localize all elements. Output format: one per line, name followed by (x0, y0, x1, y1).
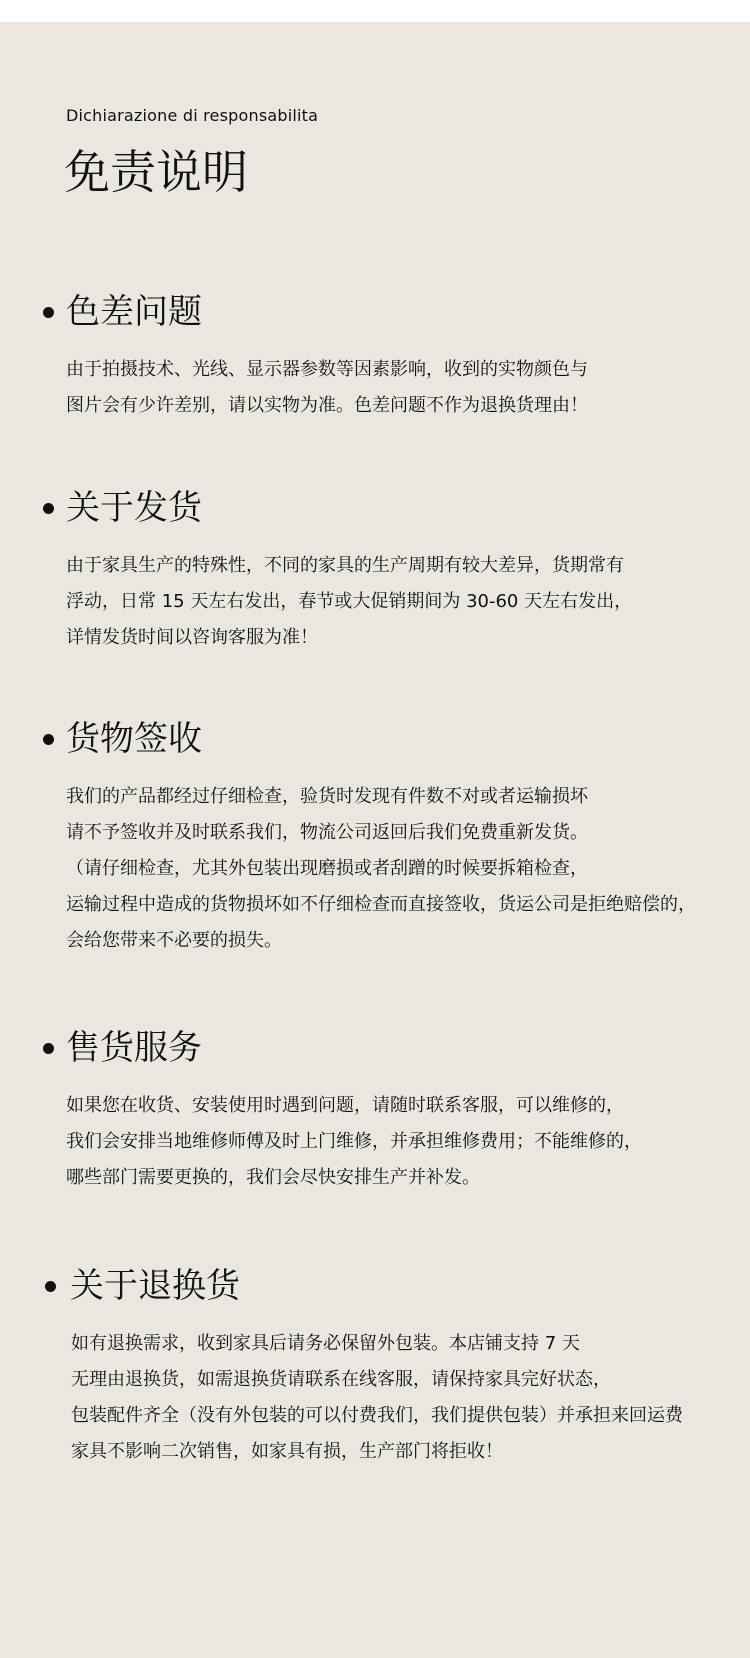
section-body (66, 779, 750, 959)
section-receipt (0, 717, 750, 951)
section-header (0, 717, 750, 761)
bullet-icon (43, 734, 54, 745)
section-title: 关于退换货 (70, 1266, 240, 1306)
section-body (66, 352, 750, 424)
section-title: 色差问题 (66, 292, 202, 332)
section-title: 货物签收 (66, 719, 202, 759)
body-line: 我们的产品都经过仔细检查，验货时发现有件数不对或者运输损坏 (66, 786, 588, 807)
body-line: 哪些部门需要更换的，我们会尽快安排生产并补发。 (66, 1167, 480, 1188)
body-line: 会给您带来不必要的损失。 (66, 930, 282, 951)
body-line: 请不予签收并及时联系我们，物流公司返回后我们免费重新发货。 (66, 822, 588, 843)
body-line: 由于家具生产的特殊性，不同的家具的生产周期有较大差异，货期常有 (66, 555, 624, 576)
body-line: 运输过程中造成的货物损坏如不仔细检查而直接签收，货运公司是拒绝赔偿的， (66, 894, 696, 915)
section-body (66, 1088, 750, 1196)
bullet-icon (43, 307, 54, 318)
disclaimer-page (0, 22, 750, 1658)
page-title: 免责说明 (64, 145, 248, 199)
section-title: 售货服务 (66, 1028, 202, 1068)
section-returns (0, 1264, 750, 1462)
page-subtitle: Dichiarazione di responsabilita (66, 106, 319, 125)
section-body (66, 548, 750, 656)
body-line: 由于拍摄技术、光线、显示器参数等因素影响，收到的实物颜色与 (66, 359, 588, 380)
body-line: 浮动，日常 15 天左右发出，春节或大促销期间为 30-60 天左右发出， (66, 591, 633, 612)
section-body (71, 1326, 750, 1470)
section-color-difference (0, 290, 750, 416)
section-title: 关于发货 (66, 488, 202, 528)
section-after-sales (0, 1026, 750, 1188)
body-line: 详情发货时间以咨询客服为准！ (66, 627, 318, 648)
section-header (0, 290, 750, 334)
body-line: 图片会有少许差别，请以实物为准。色差问题不作为退换货理由！ (66, 395, 588, 416)
bullet-icon (43, 1043, 54, 1054)
section-header (0, 486, 750, 530)
body-line: 包装配件齐全（没有外包装的可以付费我们，我们提供包装）并承担来回运费 (71, 1405, 683, 1426)
bullet-icon (45, 1281, 56, 1292)
body-line: （请仔细检查，尤其外包装出现磨损或者刮蹭的时候要拆箱检查， (66, 858, 588, 879)
section-header (0, 1264, 750, 1308)
bullet-icon (43, 503, 54, 514)
body-line: 如果您在收货、安装使用时遇到问题，请随时联系客服，可以维修的， (66, 1095, 624, 1116)
body-line: 我们会安排当地维修师傅及时上门维修，并承担维修费用；不能维修的， (66, 1131, 642, 1152)
body-line: 如有退换需求，收到家具后请务必保留外包装。本店铺支持 7 天 (71, 1333, 580, 1354)
body-line: 无理由退换货，如需退换货请联系在线客服，请保持家具完好状态， (71, 1369, 611, 1390)
body-line: 家具不影响二次销售，如家具有损，生产部门将拒收！ (71, 1441, 503, 1462)
section-header (0, 1026, 750, 1070)
section-shipping (0, 486, 750, 648)
